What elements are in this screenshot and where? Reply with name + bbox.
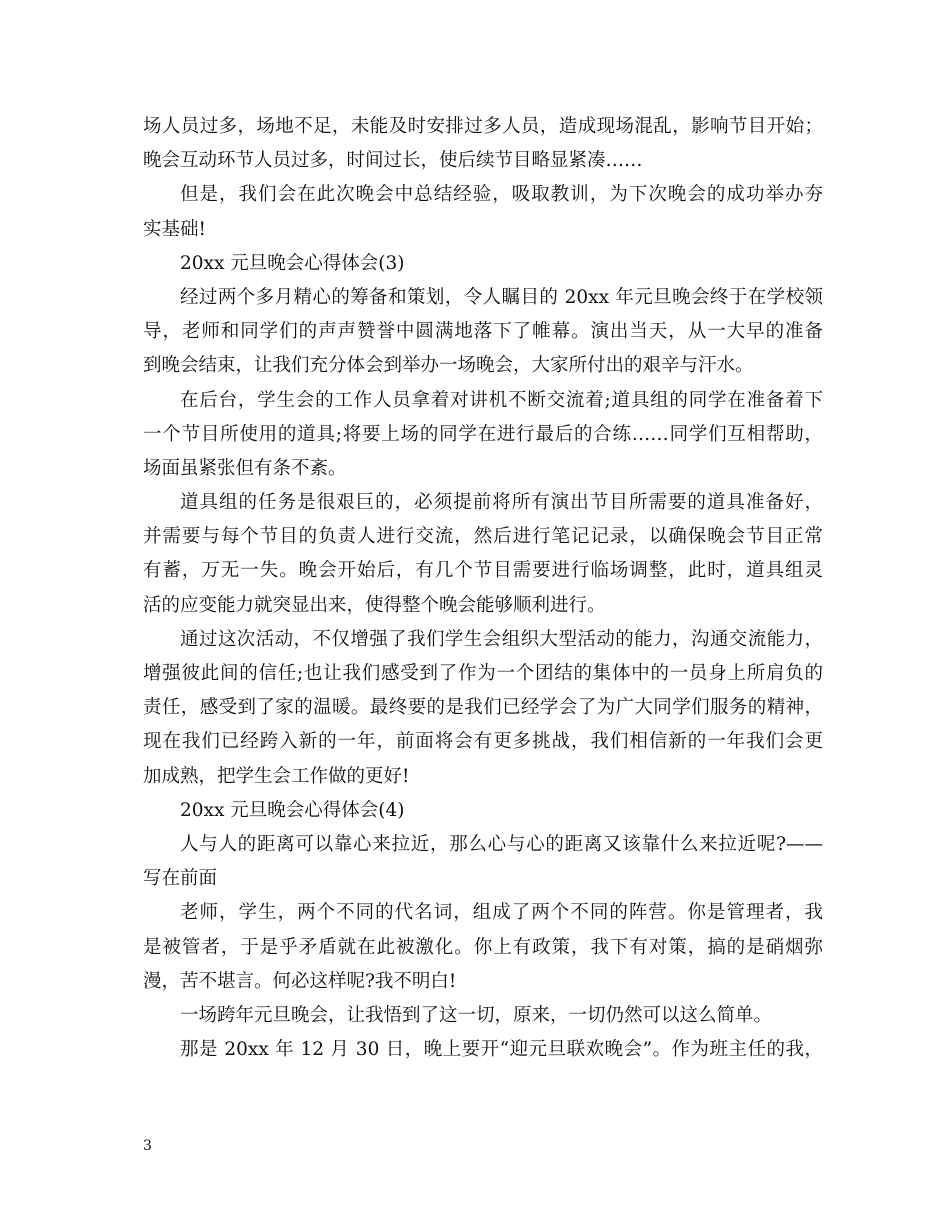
text-line: 经过两个多月精心的筹备和策划，令人瞩目的 20xx 年元旦晚会终于在学校领 xyxy=(180,286,823,308)
text-line: 晚会互动环节人员过多，时间过长，使后续节目略显紧凑…… xyxy=(143,150,643,172)
text-line: 加成熟，把学生会工作做的更好! xyxy=(143,765,410,787)
text-line: 老师，学生，两个不同的代名词，组成了两个不同的阵营。你是管理者，我 xyxy=(180,902,823,924)
text-line: 一场跨年元旦晚会，让我悟到了这一切，原来，一切仍然可以这么简单。 xyxy=(180,1004,773,1026)
text-line: 写在前面 xyxy=(143,868,218,890)
text-line: 场人员过多，场地不足，未能及时安排过多人员，造成现场混乱，影响节目开始； xyxy=(143,116,823,137)
text-line: 但是，我们会在此次晚会中总结经验，吸取教训，为下次晚会的成功举办夯 xyxy=(180,184,823,206)
text-line: 漫，苦不堪言。何必这样呢?我不明白! xyxy=(143,970,457,992)
text-line: 在后台，学生会的工作人员拿着对讲机不断交流着;道具组的同学在准备着下 xyxy=(180,389,823,411)
text-line: 现在我们已经跨入新的一年，前面将会有更多挑战，我们相信新的一年我们会更 xyxy=(143,731,823,753)
text-line: 那是 20xx 年 12 月 30 日，晚上要开“迎元旦联欢晚会”。作为班主任的我， xyxy=(180,1039,823,1061)
text-line: 到晚会结束，让我们充分体会到举办一场晚会，大家所付出的艰辛与汗水。 xyxy=(143,355,754,377)
document-body xyxy=(143,110,823,1067)
text-line: 并需要与每个节目的负责人进行交流，然后进行笔记记录，以确保晚会节目正常 xyxy=(143,526,823,548)
text-line: 一个节目所使用的道具;将要上场的同学在进行最后的合练……同学们互相帮助， xyxy=(143,423,823,445)
text-line: 活的应变能力就突显出来，使得整个晚会能够顺利进行。 xyxy=(143,594,606,616)
text-line: 有蓄，万无一失。晚会开始后，有几个节目需要进行临场调整，此时，道具组灵 xyxy=(143,560,823,582)
page-number: 3 xyxy=(143,1138,152,1154)
text-line: 导，老师和同学们的声声赞誉中圆满地落下了帷幕。演出当天，从一大早的准备 xyxy=(143,321,823,343)
text-line: 实基础! xyxy=(143,218,206,240)
text-line: 增强彼此间的信任;也让我们感受到了作为一个团结的集体中的一员身上所肩负的 xyxy=(143,663,823,684)
text-line: 场面虽紧张但有条不紊。 xyxy=(143,457,347,479)
text-line: 是被管者，于是乎矛盾就在此被激化。你上有政策，我下有对策，搞的是硝烟弥 xyxy=(143,936,823,958)
text-line: 通过这次活动，不仅增强了我们学生会组织大型活动的能力，沟通交流能力， xyxy=(180,628,823,650)
text-line: 道具组的任务是很艰巨的，必须提前将所有演出节目所需要的道具准备好， xyxy=(180,492,823,514)
text-line: 责任，感受到了家的温暖。最终要的是我们已经学会了为广大同学们服务的精神， xyxy=(143,697,823,719)
text-line: 20xx 元旦晚会心得体会(4) xyxy=(180,799,405,821)
text-line: 人与人的距离可以靠心来拉近，那么心与心的距离又该靠什么来拉近呢?—— xyxy=(180,833,823,855)
text-line: 20xx 元旦晚会心得体会(3) xyxy=(180,252,405,274)
